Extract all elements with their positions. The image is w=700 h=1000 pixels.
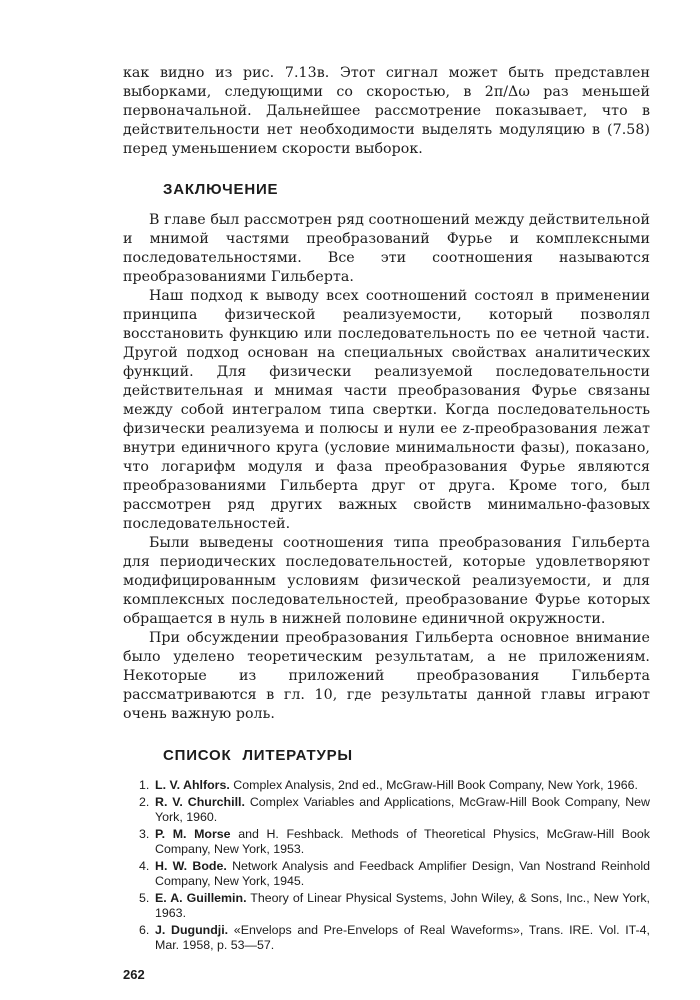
references-heading: СПИСОК ЛИТЕРАТУРЫ [163, 747, 353, 764]
conclusion-paragraph: В главе был рассмотрен ряд соотношений между действительной и мнимой частями преобразований Фурье и комплексными последовательностями. Все эти соотношения называются преобразованиями Гильберта. [123, 212, 650, 285]
reference-item [139, 923, 650, 953]
reference-author: E. A. Guillemin. [155, 891, 247, 905]
reference-list [123, 778, 650, 953]
reference-text: «Envelops and Pre-Envelops of Real Waveforms», Trans. IRE. Vol. IT-4, Mar. 1958, p. 53—57. [155, 923, 650, 952]
reference-author: P. M. Morse [155, 827, 231, 841]
reference-number: 4. [139, 859, 150, 873]
reference-author: R. V. Churchill. [155, 795, 245, 809]
reference-text: Network Analysis and Feedback Amplifier Design, Van Nostrand Reinhold Company, New York, 1945. [155, 859, 650, 888]
reference-item [139, 795, 650, 825]
conclusion-heading: ЗАКЛЮЧЕНИЕ [163, 181, 279, 198]
book-page [123, 64, 650, 982]
reference-text: and H. Feshback. Methods of Theoretical Physics, McGraw-Hill Book Company, New York, 1953. [155, 827, 650, 856]
reference-text: Theory of Linear Physical Systems, John Wiley, & Sons, Inc., New York, 1963. [155, 891, 651, 920]
reference-item [139, 859, 650, 889]
reference-text: Complex Variables and Applications, McGraw-Hill Book Company, New York, 1960. [155, 795, 650, 824]
reference-author: H. W. Bode. [155, 859, 227, 873]
reference-author: J. Dugundji. [155, 923, 229, 937]
reference-number: 3. [139, 827, 150, 841]
reference-number: 1. [139, 778, 150, 792]
reference-number: 5. [139, 891, 150, 905]
conclusion-paragraph: Были выведены соотношения типа преобразования Гильберта для периодических последовательностей, которые удовлетворяют модифицированным условиям физической реализуемости, и для комплексных последовательностей, преобразование Фурье которых обращается в нуль в нижней половине единичной окружности. [123, 535, 650, 627]
reference-item [139, 778, 650, 793]
reference-text: Complex Analysis, 2nd ed., McGraw-Hill Book Company, New York, 1966. [233, 778, 638, 792]
conclusion-paragraph: Наш подход к выводу всех соотношений состоял в применении принципа физической реализуемости, который позволял восстановить функцию или последовательность по ее четной части. Другой подход основан на специальных свойствах аналитических функций. Для физически реализуемой последовательности действительная и мнимая части преобразования Фурье связаны между собой интегралом типа свертки. Когда последовательность физически реализуема и полюсы и нули ее z-преобразования лежат внутри единичного круга (условие минимальности фазы), показано, что логарифм модуля и фаза преобразования Фурье являются преобразованиями Гильберта друг от друга. Кроме того, был рассмотрен ряд других важных свойств минимально-фазовых последовательностей. [123, 288, 650, 532]
reference-item [139, 827, 650, 857]
page-number: 262 [123, 967, 145, 982]
reference-number: 2. [139, 795, 150, 809]
reference-item [139, 891, 650, 921]
reference-number: 6. [139, 923, 150, 937]
intro-paragraph: как видно из рис. 7.13в. Этот сигнал может быть представлен выборками, следующими со скоростью, в 2π/Δω раз меньшей первоначальной. Дальнейшее рассмотрение показывает, что в действительности нет необходимости выделять модуляцию в (7.58) перед уменьшением скорости выборок. [123, 65, 650, 157]
reference-author: L. V. Ahlfors. [155, 778, 230, 792]
conclusion-paragraph: При обсуждении преобразования Гильберта основное внимание было уделено теоретическим результатам, а не приложениям. Некоторые из приложений преобразования Гильберта рассматриваются в гл. 10, где результаты данной главы играют очень важную роль. [123, 630, 650, 722]
